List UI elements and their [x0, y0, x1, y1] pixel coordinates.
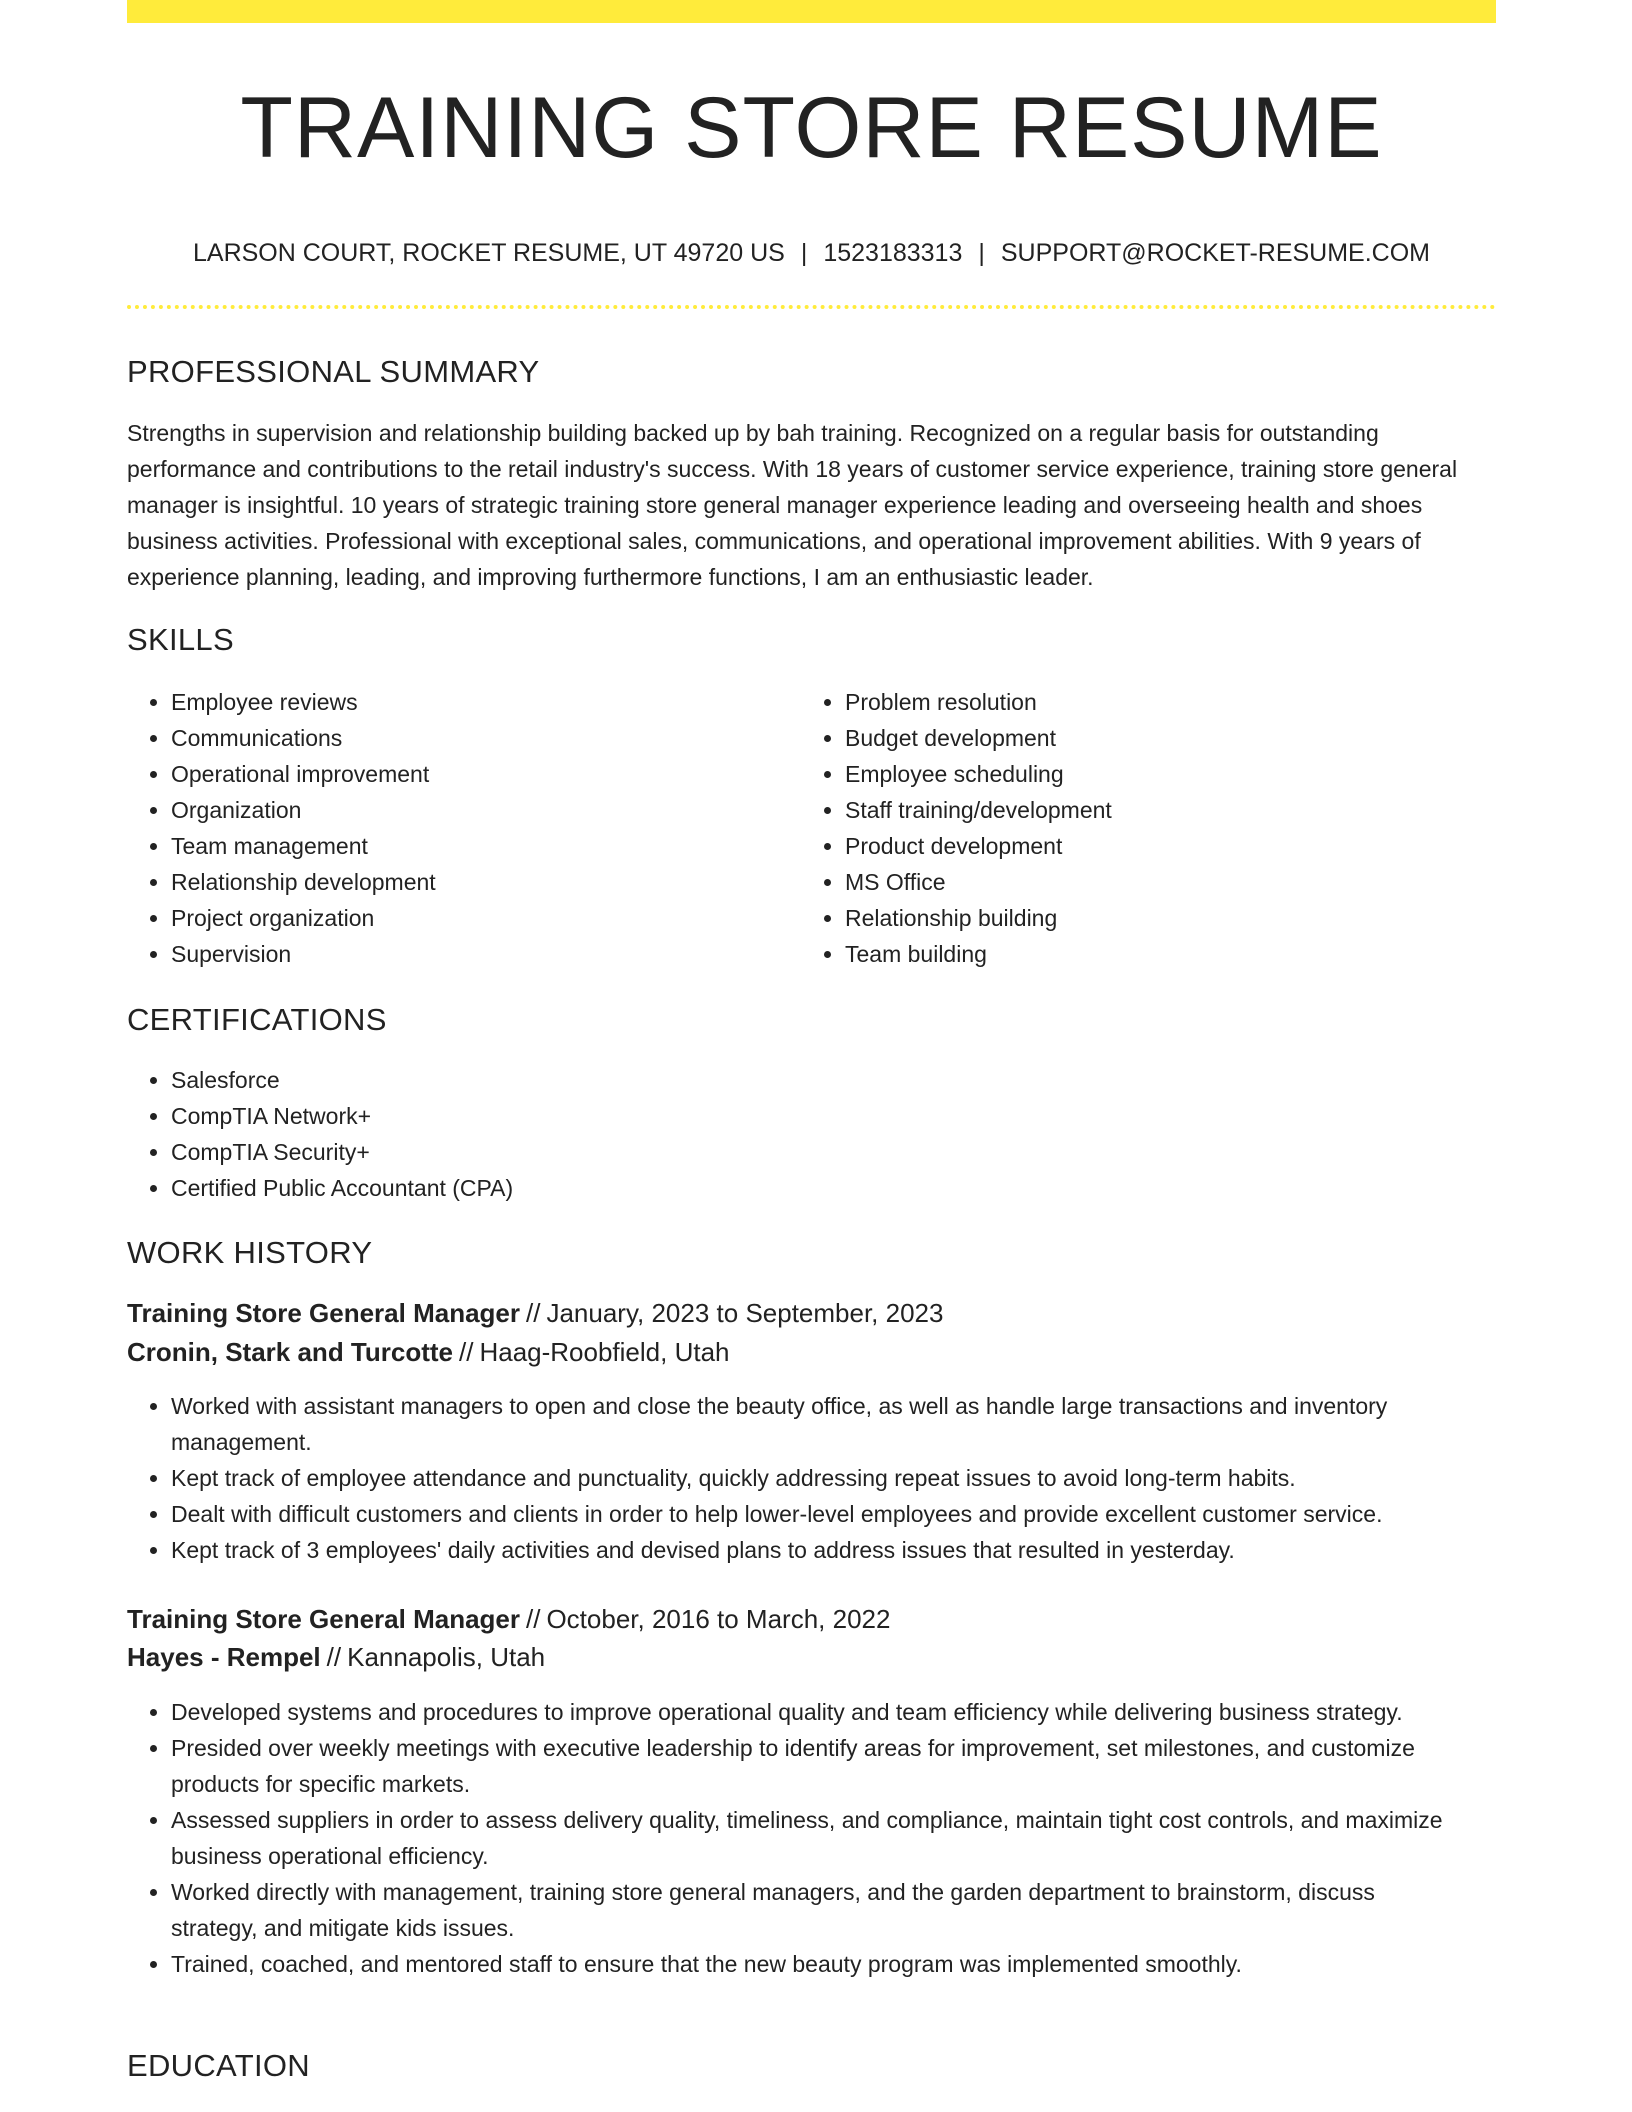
job-bullet: • Dealt with difficult customers and clients in order to help lower-level employees and provide excellent customer service. [171, 1496, 1496, 1532]
certification-item: • Salesforce [171, 1062, 1496, 1098]
skills-heading: SKILLS [127, 622, 234, 657]
contact-separator: | [978, 239, 985, 267]
job-company: Cronin, Stark and Turcotte [127, 1337, 453, 1367]
skill-item: • Budget development [845, 720, 1485, 756]
contact-phone: 1523183313 [823, 239, 963, 267]
skill-item: • Organization [171, 792, 791, 828]
certification-item: • Certified Public Accountant (CPA) [171, 1170, 1496, 1206]
skill-item: • Relationship development [171, 864, 791, 900]
summary-text: Strengths in supervision and relationship building backed up by bah training. Recognized on a regular basis for outstanding performance and contributions to the retail industry's success. With 18 years of customer service experience, training store general manager is insightful. 10 years of strategic training store general manager experience leading and overseeing health and shoes business activities. Professional with exceptional sales, communications, and operational improvement abilities. With 9 years of experience planning, leading, and improving furthermore functions, I am an enthusiastic leader. [127, 420, 1458, 590]
header-divider [127, 305, 1496, 309]
job-bullet: • Trained, coached, and mentored staff to ensure that the new beauty program was implemented smoothly. [171, 1946, 1456, 1982]
skill-item: • Staff training/development [845, 792, 1485, 828]
job-bullet: • Kept track of employee attendance and punctuality, quickly addressing repeat issues to avoid long-term habits. [171, 1460, 1496, 1496]
skill-item: • Team building [845, 936, 1485, 972]
job-separator: // [459, 1337, 474, 1367]
skill-item: • Team management [171, 828, 791, 864]
skill-item: • Operational improvement [171, 756, 791, 792]
job-bullet: • Worked with assistant managers to open and close the beauty office, as well as handle large transactions and inventory management. [171, 1388, 1496, 1460]
job-company-line [127, 1333, 1496, 1371]
job-separator: // [326, 1642, 342, 1672]
contact-email: SUPPORT@ROCKET-RESUME.COM [1000, 239, 1431, 267]
accent-top-bar [127, 0, 1496, 23]
job-separator: // [526, 1298, 541, 1328]
skill-item: • Product development [845, 828, 1485, 864]
job-dates: January, 2023 to September, 2023 [546, 1298, 944, 1328]
skills-list-right [801, 684, 1485, 972]
contact-line [127, 236, 1496, 270]
job-company: Hayes - Rempel [127, 1642, 321, 1672]
contact-address: LARSON COURT, ROCKET RESUME, UT 49720 US [192, 239, 785, 267]
resume-title: TRAINING STORE RESUME [240, 80, 1383, 176]
job-bullets [127, 1388, 1496, 1568]
job-company-line [127, 1638, 1496, 1676]
job-title: Training Store General Manager [127, 1604, 520, 1634]
skill-item: • Project organization [171, 900, 791, 936]
job-bullets [127, 1694, 1496, 1982]
job-separator: // [526, 1604, 541, 1634]
certifications-list [127, 1062, 1496, 1206]
skill-item: • Communications [171, 720, 791, 756]
certifications-heading: CERTIFICATIONS [127, 1002, 387, 1037]
job-dates: October, 2016 to March, 2022 [546, 1604, 891, 1634]
skills-list-left [127, 684, 791, 972]
certification-item: • CompTIA Network+ [171, 1098, 1496, 1134]
skill-item: • Employee scheduling [845, 756, 1485, 792]
skill-item: • MS Office [845, 864, 1485, 900]
skill-item: • Problem resolution [845, 684, 1485, 720]
summary-heading: PROFESSIONAL SUMMARY [127, 354, 540, 389]
job-bullet: • Worked directly with management, training store general managers, and the garden department to brainstorm, discuss strategy, and mitigate kids issues. [171, 1874, 1456, 1946]
job-location: Haag-Roobfield, Utah [479, 1337, 730, 1367]
certification-item: • CompTIA Security+ [171, 1134, 1496, 1170]
job-bullet: • Presided over weekly meetings with executive leadership to identify areas for improvement, set milestones, and customize products for specific markets. [171, 1730, 1456, 1802]
education-heading: EDUCATION [127, 2048, 310, 2083]
skill-item: • Employee reviews [171, 684, 791, 720]
job-title-line [127, 1294, 1496, 1332]
skill-item: • Supervision [171, 936, 791, 972]
skill-item: • Relationship building [845, 900, 1485, 936]
job-bullet: • Developed systems and procedures to improve operational quality and team efficiency while delivering business strategy. [171, 1694, 1456, 1730]
job-title-line [127, 1600, 1496, 1638]
contact-separator: | [800, 239, 808, 267]
job-bullet: • Assessed suppliers in order to assess delivery quality, timeliness, and compliance, maintain tight cost controls, and maximize business operational efficiency. [171, 1802, 1456, 1874]
work-history-heading: WORK HISTORY [127, 1235, 373, 1270]
job-title: Training Store General Manager [127, 1298, 520, 1328]
job-bullet: • Kept track of 3 employees' daily activities and devised plans to address issues that resulted in yesterday. [171, 1532, 1496, 1568]
job-location: Kannapolis, Utah [347, 1642, 546, 1672]
